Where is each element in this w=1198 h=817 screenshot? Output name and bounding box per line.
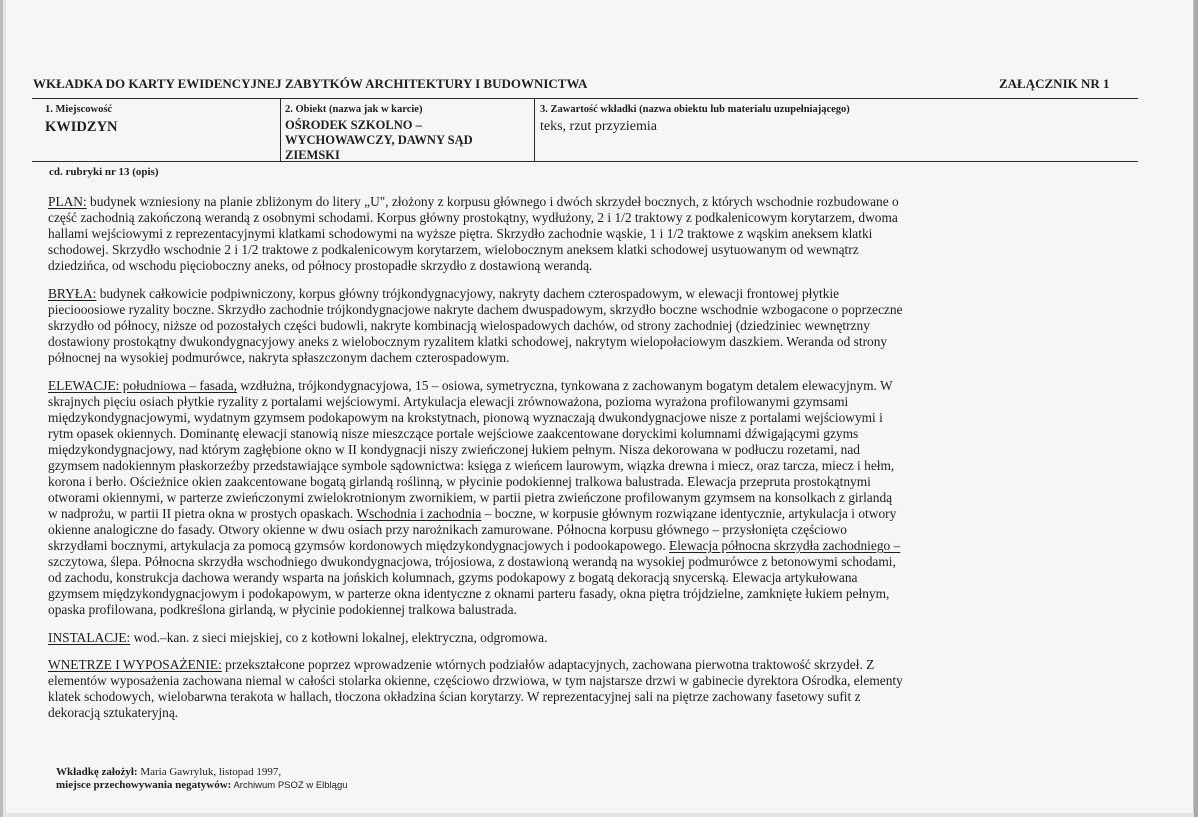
- plan-line: dziedzińca, od wschodu pięcioboczny aneks, od północy prostopadłe skrzydło z dostawioną werandą.: [48, 258, 593, 273]
- negatives-location-label: miejsce przechowywania negatywów:: [56, 779, 232, 791]
- bryla-line: północnej na wysokiej podmurówce, nakryta spłaszczonym dachem czterospadowym.: [48, 350, 510, 365]
- plan-line: część zachodnią zakończoną werandą z osobnymi schodami. Korpus główny prostokątny, wydłużony, 2 i 1/2 traktowy z podkalenicowym korytarzem, dwoma: [48, 210, 898, 225]
- content-label: 3. Zawartość wkładki (nazwa obiektu lub materiału uzupełniającego): [540, 104, 850, 115]
- elewacje-line: od zachodu, konstrukcja dachowa werandy wsparta na jońskich kolumnach, gzyms podokapowy z bogatą dekoracją snycerską. Elewacja artykułowana: [48, 570, 858, 585]
- negatives-location-line: [56, 779, 348, 791]
- column-divider-1: [280, 98, 281, 162]
- author-line: [56, 766, 281, 778]
- wnetrze-line: elementów wyposażenia zachowana niemal w całości stolarka okienne, częściowo drzwiowa, w tym najstarsze drzwi w gabinecie dyrektora Ośrodka, elementy: [48, 673, 903, 688]
- bryla-heading: BRYŁA:: [48, 286, 97, 301]
- author-label: Wkładkę założył:: [56, 766, 138, 778]
- north-west-subheading: Elewacja północna skrzydła zachodniego –: [669, 538, 901, 553]
- object-label: 2. Obiekt (nazwa jak w karcie): [285, 104, 423, 115]
- plan-line: hallami wejściowymi z reprezentacyjnymi klatkami schodowymi na wyższe piętra. Skrzydło zachodnie wąskie, 1 i 1/2 traktowe z wąskim aneksem klatki: [48, 226, 873, 241]
- east-west-subheading: Wschodnia i zachodnia: [356, 506, 482, 521]
- wnetrze-line: WNETRZE I WYPOSAŻENIE: przekształcone poprzez wprowadzenie wtórnych podziałów adaptacyjnych, zachowana pierwotna traktowość skrzydeł. Z: [48, 657, 875, 672]
- record-card: [6, 0, 1194, 813]
- wnetrze-line: dekoracją sztukateryjną.: [48, 705, 179, 720]
- wnetrze-line: klatek schodowych, wielobarwna terakota w hallach, tłoczona okładzina ścian korytarzy. W reprezentacyjnej sali na piętrze zachowany fasetowy sufit z: [48, 689, 861, 704]
- scan-right-edge: [1194, 0, 1198, 817]
- elewacje-line: międzykondygnacjowy, nad którym zagłębione okno w II kondygnacji niszy zwieńczonej łukiem pełnym. Nisza dekorowana w podłuczu rozetami, nad: [48, 442, 860, 457]
- elewacje-line: międzykondygnacjowymi, wydatnym gzymsem podokapowym na krokstytnach, pionową wyznaczają dwukondygnacjowe nisze z portalami wejściowymi i: [48, 410, 883, 425]
- elewacje-line: w nadprożu, w partii II pietra okna w prostych opaskach. Wschodnia i zachodnia – boczne, w korpusie głównym rozwiązane identycznie, artykulacja i otwory: [48, 506, 897, 521]
- elewacje-line: skrzydłami bocznymi, artykulacja za pomocą gzymsów kordonowych międzykondygnacjowych i podookapowego. Elewacja północna skrzydła zachodniego –: [48, 538, 901, 553]
- elewacje-line: gzymsem nadokiennym płaskorzeźby przedstawiające symbole sądownictwa: księga z wieńcem laurowym, wiązka drewna i miecz, oraz tarcza, miecz i hełm,: [48, 458, 895, 473]
- bryla-line: pieciooosiowe ryzality boczne. Skrzydło zachodnie trójkondygnacjowe nakryte dachem dwuspadowym, skrzydło boczne wschodnie wzbogacone o poprzeczne: [48, 302, 903, 317]
- table-bottom-rule: [32, 161, 1138, 162]
- wnetrze-heading: WNETRZE I WYPOSAŻENIE:: [48, 657, 222, 672]
- place-value: KWIDZYN: [45, 119, 118, 135]
- plan-line: PLAN: budynek wzniesiony na planie zbliżonym do litery „U", złożony z korpusu głównego i dwóch skrzydeł bocznych, z których wschodnie rozbudowane o: [48, 194, 899, 209]
- elewacje-line: rytm opasek okiennych. Dominantę elewacji stanowią nisze mieszczące portale wejściowe zaakcentowane doryckimi kolumnami dźwigającymi gzyms: [48, 426, 859, 441]
- content-value: teks, rzut przyziemia: [540, 119, 658, 134]
- negatives-location-value: Archiwum PSOZ w Elblągu: [231, 780, 348, 791]
- plan-heading: PLAN:: [48, 194, 87, 209]
- elewacje-line: opaska profilowana, podkreślona girlandą, w płycinie podokiennej tralkowa balustrada.: [48, 602, 517, 617]
- place-label: 1. Miejscowość: [45, 104, 113, 115]
- elewacje-heading: ELEWACJE: południowa – fasada,: [48, 378, 237, 393]
- elewacje-line: otworami okiennymi, w parterze zwieńczonymi zwielokrotnionym zwornikiem, w partii pietra zwieńczone profilowanym gzymsem na konsolkach z girlandą: [48, 490, 893, 505]
- continuation-label: cd. rubryki nr 13 (opis): [49, 166, 159, 178]
- object-value-line: OŚRODEK SZKOLNO –: [285, 118, 422, 132]
- attachment-number: ZAŁĄCZNIK NR 1: [999, 76, 1110, 91]
- column-divider-2: [534, 98, 535, 162]
- elewacje-line: skrajnych pięciu osiach płytkie ryzality z portalami wejściowymi. Artykulacja elewacji zrównoważona, pozioma wyrażona profilowanymi gzymsami: [48, 394, 849, 409]
- elewacje-line: korona i berło. Ościeżnice okien zaakcentowane bogatą girlandą roślinną, w płycinie podokiennej tralkowa balustrada. Elewacja przepruta prostokątnymi: [48, 474, 871, 489]
- author-value: Maria Gawryluk, listopad 1997,: [137, 766, 282, 778]
- instalacje-heading: INSTALACJE:: [48, 630, 131, 645]
- elewacje-line: okienne analogiczne do fasady. Otwory okienne w dwu osiach przy narożnikach zamurowane. Północna korpusu głównego – przysłonięta częściowo: [48, 522, 847, 537]
- bryla-line: dostawiony prostokątny dwukondygnacyjowy aneks z wielobocznym ryzalitem klatki schodowej, nakrytym wielopołaciowym daszkiem. Weranda od strony: [48, 334, 888, 349]
- scan-left-edge: [0, 0, 3, 817]
- bryla-line: skrzydło od północy, niższe od pozostałych części budowli, nakryte kombinacją wielospadowych dachów, od strony zachodniej (dziedziniec wewnętrzny: [48, 318, 870, 333]
- document-title: WKŁADKA DO KARTY EWIDENCYJNEJ ZABYTKÓW ARCHITEKTURY I BUDOWNICTWA: [33, 76, 588, 91]
- elewacje-line: szczytowa, ślepa. Północna skrzydła wschodniego dwukondygnacjowa, trójosiowa, z dostawioną werandą na wysokiej podmurówce z betonowymi schodami,: [48, 554, 896, 569]
- instalacje-line: INSTALACJE: wod.–kan. z sieci miejskiej, co z kotłowni lokalnej, elektryczna, odgromowa.: [48, 630, 548, 645]
- plan-line: schodowej. Skrzydło wschodnie 2 i 1/2 traktowe z podkalenicowym korytarzem, wielobocznym aneksem klatki schodowej usytuowanym od wewnątrz: [48, 242, 859, 257]
- object-value-line: WYCHOWAWCZY, DAWNY SĄD: [285, 133, 473, 147]
- table-top-rule: [32, 98, 1138, 99]
- elewacje-line: gzymsem międzykondygnacjowym i podokapowym, w parterze okna identyczne z oknami parteru fasady, okna piętra trójdzielne, zamknięte łukiem pełnym,: [48, 586, 890, 601]
- elewacje-line: ELEWACJE: południowa – fasada, wzdłużna, trójkondygnacyjowa, 15 – osiowa, symetryczna, tynkowana z zachowanym bogatym detalem elewacyjnym. W: [48, 378, 893, 393]
- bryla-line: BRYŁA: budynek całkowicie podpiwniczony, korpus główny trójkondygnacyjowy, nakryty dachem czterospadowym, w elewacji frontowej płytkie: [48, 286, 840, 301]
- object-value-line: ZIEMSKI: [285, 148, 340, 162]
